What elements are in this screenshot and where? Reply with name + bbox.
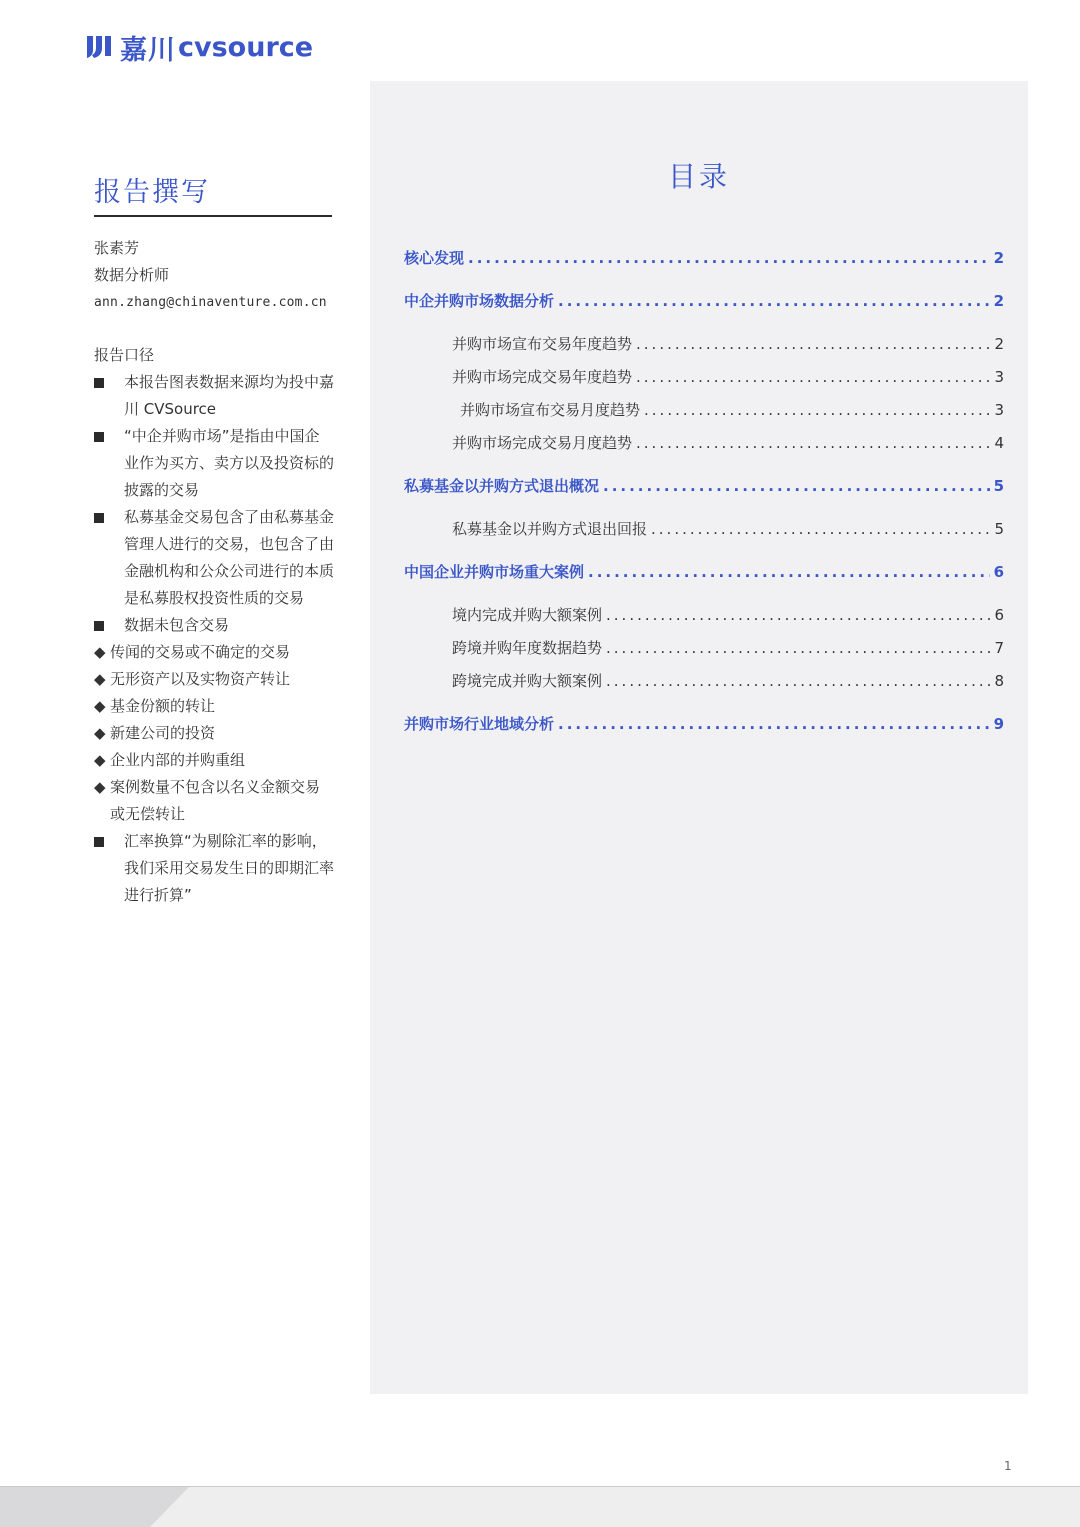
scope-item: 本报告图表数据来源均为投中嘉川 CVSource (94, 369, 334, 423)
excluded-item: ◆ 无形资产以及实物资产转让 (94, 666, 334, 693)
toc-entry[interactable]: 并购市场行业地域分析 ..... 9 (404, 713, 1004, 734)
author-name: 张素芳 (94, 239, 140, 257)
square-bullet-icon (94, 423, 124, 504)
author-role: 数据分析师 (94, 266, 170, 284)
scope-list (94, 369, 334, 639)
scope-item: 数据未包含交易 (94, 612, 334, 639)
toc-entry[interactable]: 跨境完成并购大额案例 ..... 8 (404, 670, 1004, 691)
diamond-bullet-icon: ◆ (94, 751, 106, 769)
toc-entry[interactable]: 境内完成并购大额案例 ..... 6 (404, 604, 1004, 625)
left-column (94, 170, 334, 909)
author-section-title: 报告撰写 (94, 170, 332, 217)
diamond-bullet-icon: ◆ (94, 778, 106, 796)
scope-item: “中企并购市场”是指由中国企业作为买方、卖方以及投资标的披露的交易 (94, 423, 334, 504)
square-bullet-icon (94, 612, 124, 639)
logo-icon (84, 32, 114, 62)
toc-entry[interactable]: 私募基金以并购方式退出回报 ..... 5 (404, 518, 1004, 539)
diamond-bullet-icon: ◆ (94, 670, 106, 688)
toc-entry[interactable]: 跨境并购年度数据趋势 ..... 7 (404, 637, 1004, 658)
toc-list (404, 241, 1004, 734)
toc-entry[interactable]: 并购市场宣布交易年度趋势 ..... 2 (404, 333, 1004, 354)
toc-panel (370, 81, 1028, 1394)
excluded-item: ◆ 传闻的交易或不确定的交易 (94, 639, 334, 666)
diamond-bullet-icon: ◆ (94, 697, 106, 715)
page-number: 1 (1004, 1459, 1012, 1473)
toc-entry[interactable]: 私募基金以并购方式退出概况 ..... 5 (404, 475, 1004, 496)
scope-title: 报告口径 (94, 346, 155, 364)
excluded-item: ◆ 基金份额的转让 (94, 693, 334, 720)
toc-entry[interactable]: 并购市场完成交易月度趋势 ..... 4 (404, 432, 1004, 453)
square-bullet-icon (94, 369, 124, 423)
scope-item: 汇率换算“为剔除汇率的影响，我们采用交易发生日的即期汇率进行折算” (94, 828, 334, 909)
toc-entry[interactable]: 并购市场宣布交易月度趋势 ..... 3 (404, 399, 1004, 420)
scope-item: 私募基金交易包含了由私募基金管理人进行的交易，也包含了由金融机构和公众公司进行的本质是私募股权投资性质的交易 (94, 504, 334, 612)
excluded-item: ◆ 案例数量不包含以名义金额交易或无偿转让 (94, 774, 334, 828)
excluded-item: ◆ 新建公司的投资 (94, 720, 334, 747)
logo-text-en: cvsource (178, 31, 314, 63)
diamond-bullet-icon: ◆ (94, 643, 106, 661)
toc-title: 目录 (667, 160, 730, 193)
brand-logo (84, 30, 313, 64)
toc-entry[interactable]: 中国企业并购市场重大案例 ..... 6 (404, 561, 1004, 582)
toc-entry[interactable]: 并购市场完成交易年度趋势 ..... 3 (404, 366, 1004, 387)
square-bullet-icon (94, 828, 124, 909)
logo-text-cn: 嘉川 (120, 34, 176, 66)
excluded-item: ◆ 企业内部的并购重组 (94, 747, 334, 774)
toc-entry[interactable]: 中企并购市场数据分析 ..... 2 (404, 290, 1004, 311)
diamond-bullet-icon: ◆ (94, 724, 106, 742)
author-email[interactable]: ann.zhang@chinaventure.com.cn (94, 295, 327, 310)
toc-entry[interactable]: 核心发现 ..... 2 (404, 247, 1004, 268)
square-bullet-icon (94, 504, 124, 612)
footer-decoration (0, 1486, 1080, 1527)
